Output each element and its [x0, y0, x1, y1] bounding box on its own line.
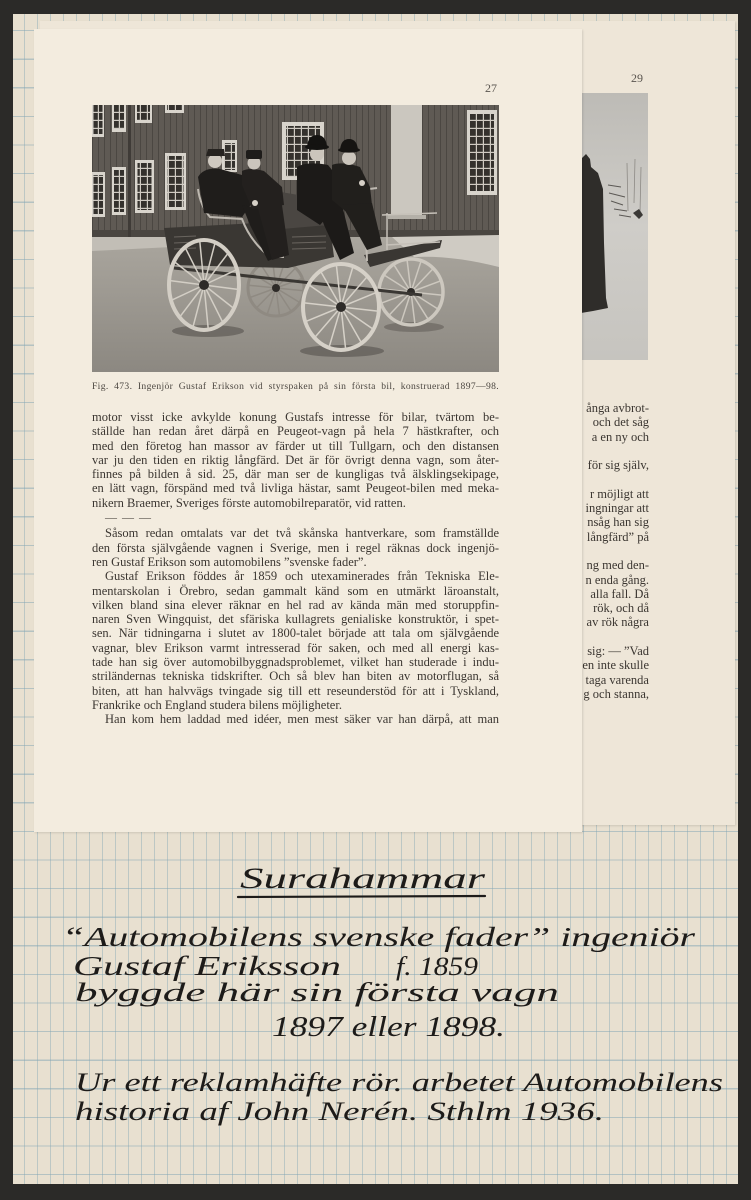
text-line: sig: — ”Vad: [587, 644, 649, 659]
section-separator: — — —: [105, 510, 152, 525]
note-line: Gustaf Eriksson: [73, 951, 341, 981]
text-line: ng med den-: [586, 558, 649, 573]
pilaster-ledge: [388, 215, 426, 219]
drainpipe: [128, 105, 131, 245]
text-line: vagnar, blev Erikson varmt intresserad för saken, och med all energi kas-: [92, 640, 499, 655]
text-line: rök, och då: [593, 601, 649, 616]
page-27-body-text: [92, 410, 499, 727]
text-line: biten, att han halvvägs tvingade sig till ett reseunderstöd för att i Tyskland,: [92, 683, 499, 698]
note-title: Surahammar: [240, 862, 486, 895]
title-underline: [238, 896, 485, 897]
figure-label: Fig. 473.: [92, 381, 133, 392]
text-line: a en ny och: [591, 429, 649, 444]
text-line: den första självgående vagnen i Sverige, men i regel räknas dock ingenjö-: [92, 540, 499, 555]
clipping-page-27: [34, 29, 582, 832]
figure-caption: [92, 380, 499, 394]
text-line: striländernas tekniska tidskrifter. Och så blev han biten av motorflugan, så: [92, 669, 499, 684]
text-line: motor visst icke avkylde konung Gustafs intresse för bilar, tvärtom be-: [92, 410, 499, 424]
text-line: Såsom redan omtalats var det två skånska hantverkare, som framställde: [105, 526, 499, 541]
text-line: sen. När tidningarna i slutet av 1800-talet började att tala om självgående: [92, 626, 499, 641]
text-line: och det såg: [592, 415, 649, 430]
paragraph: [92, 569, 499, 712]
text-line: g och stanna,: [583, 686, 649, 701]
text-line: Frankrike och England studera bilens möjligheter.: [92, 697, 342, 712]
text-line: av rök några: [586, 615, 649, 630]
page-number: 29: [631, 71, 643, 85]
text-line: med den företog han massor av färder ut till Tullgarn, och den distansen: [92, 438, 499, 453]
photo-fig-473: [92, 105, 499, 372]
note-line: f. 1859: [396, 952, 478, 981]
text-line: finnes på bilden å sid. 25, där man ser de kungligas två älsklingsekipage,: [92, 467, 499, 482]
paragraph: [92, 526, 499, 569]
text-line: en lätt vagn, förspänd med två livliga hästar, samt Peugeot-bilen med meka-: [92, 481, 499, 496]
handwritten-note: [0, 840, 751, 1160]
text-line: r möjligt att: [589, 486, 649, 501]
text-line: ren Gustaf Erikson som automobilens ”svenske fader”.: [92, 554, 367, 569]
text-line: långfärd” på: [586, 529, 649, 544]
note-line: 1897 eller 1898.: [272, 1012, 505, 1043]
text-line: en inte skulle: [582, 658, 649, 673]
text-line: naren Sven Wingquist, det sfäriska kullagrets genialiske konstruktör, i spet-: [92, 612, 499, 627]
text-line: nikern Braemer, Sveriges förste automobilreparatör, vid ratten.: [92, 495, 406, 510]
note-line: byggde här sin första vagn: [75, 978, 559, 1007]
text-line: ställde han redan året därpå en Peugeot-vagn på hela 7 hästkrafter, och: [92, 424, 499, 439]
text-line: mentarskolan i Örebro, sedan gammalt känd som en utmärkt läroanstalt,: [92, 583, 499, 598]
text-line: vilken bland sina elever räknar en hel rad av kända män med storuppfin-: [92, 597, 499, 612]
text-line: alla fall. Då: [590, 586, 649, 601]
note-line: Ur ett reklamhäfte rör. arbetet Automobilens: [75, 1068, 723, 1097]
photo-page-29: [581, 93, 648, 360]
text-line: nsåg han sig: [587, 515, 649, 530]
text-line: taga varenda: [585, 672, 649, 687]
note-line: historia af John Nerén. Sthlm 1936.: [75, 1097, 604, 1126]
text-line: ånga avbrot-: [586, 401, 649, 415]
text-line: var ju den tiden en riktig långfärd. Det är för övrigt denna vagn, som åter-: [92, 452, 499, 467]
text-line: n enda gång.: [585, 572, 649, 587]
pilaster: [391, 105, 422, 217]
text-line: för sig själv,: [587, 458, 649, 473]
figure-caption-text: Ingenjör Gustaf Erikson vid styrspaken på sin första bil, konstruerad 1897—98.: [137, 381, 499, 392]
paragraph: [92, 410, 499, 510]
note-line: “Automobilens svenske fader” ingeniör: [62, 922, 696, 952]
text-line: Gustaf Erikson föddes år 1859 och utexaminerades från Tekniska Ele-: [105, 569, 499, 584]
page-number: 27: [485, 81, 497, 95]
paragraph: [92, 712, 499, 726]
text-line: ingningar att: [585, 501, 649, 516]
text-line: Han kom hem laddad med idéer, men mest säker var han därpå, att man: [105, 712, 499, 727]
text-line: tade han sig över automobilbyggnadsproblemet, vilket han studerade i indu-: [92, 655, 499, 670]
